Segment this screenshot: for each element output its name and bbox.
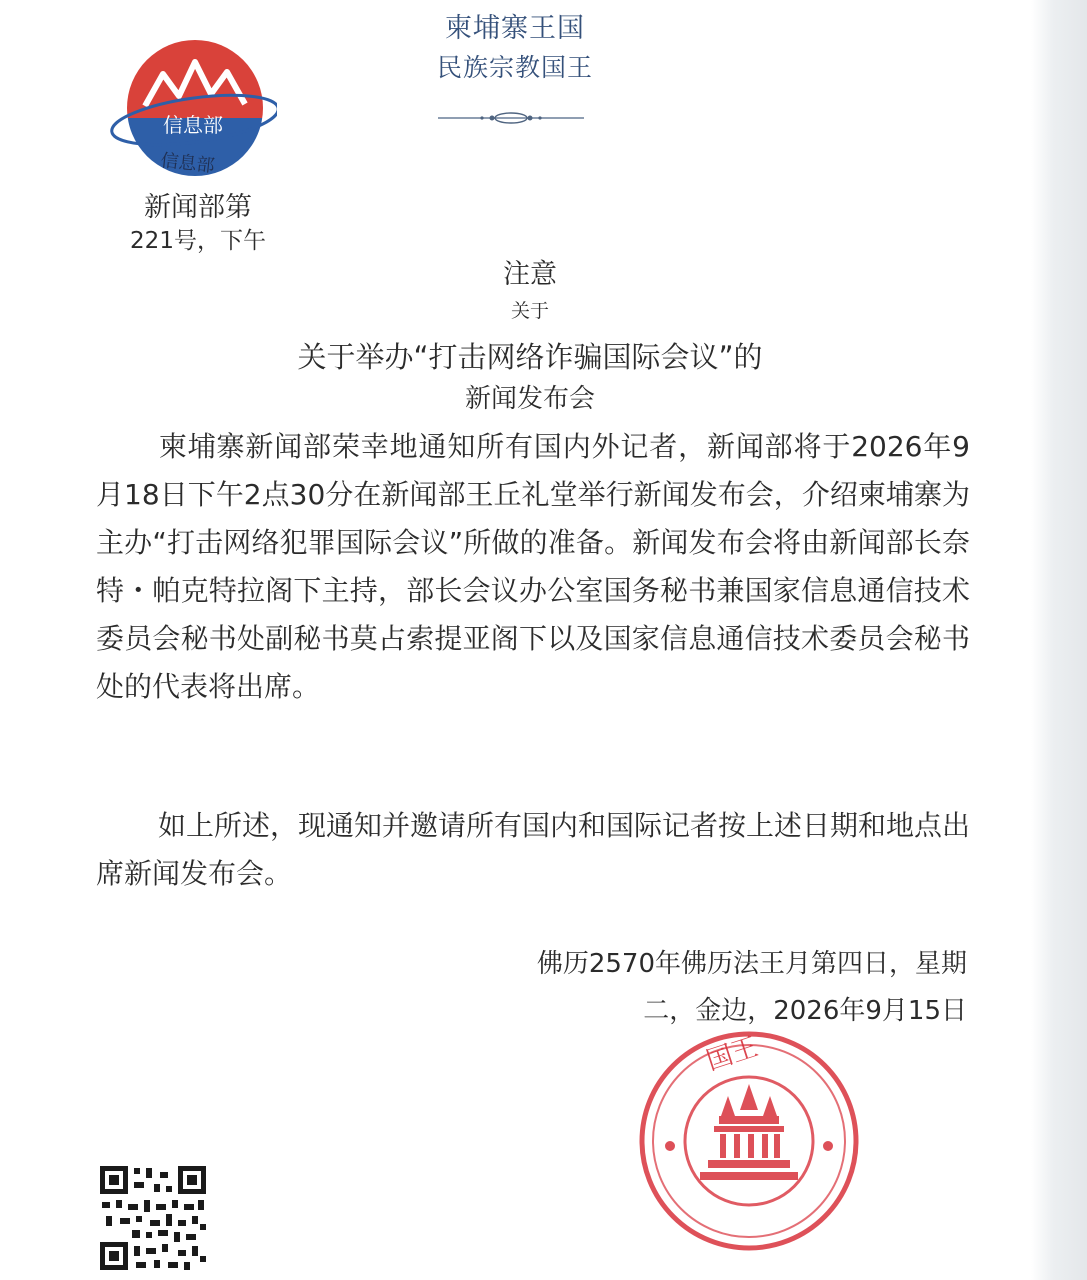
logo-label-bottom: 信息部 — [159, 150, 216, 177]
body-paragraph-1-text: 柬埔寨新闻部荣幸地通知所有国内外记者，新闻部将于2026年9月18日下午2点30分在新闻部王丘礼堂举行新闻发布会，介绍柬埔寨为主办“打击网络犯罪国际会议”所做的准备。新闻发布会将由新闻部长奈特・帕克特拉阁下主持，部长会议办公室国务秘书兼国家信息通信技术委员会秘书处副秘书莫占索提亚阁下以及国家信息通信技术委员会秘书处的代表将出席。 — [96, 430, 970, 703]
notice-title: 注意 — [503, 259, 557, 290]
motto-heading: 民族宗教国王 — [436, 53, 593, 82]
ministry-logo — [105, 38, 277, 188]
body-paragraph-2-text: 如上所述，现通知并邀请所有国内和国际记者按上述日期和地点出席新闻发布会。 — [96, 809, 971, 890]
kingdom-heading: 柬埔寨王国 — [445, 13, 585, 44]
page-edge-shadow — [1031, 0, 1087, 1280]
document-number: 221号，下午 — [130, 228, 266, 254]
ministry-name: 新闻部第 — [144, 192, 252, 223]
regarding-label: 关于 — [510, 300, 549, 322]
subject-line-2: 新闻发布会 — [464, 384, 595, 414]
subject-line-1: 关于举办“打击网络诈骗国际会议”的 — [297, 340, 763, 374]
ornament-divider-icon — [436, 108, 586, 128]
logo-label-top: 信息部 — [163, 113, 223, 137]
date-line-1: 佛历2570年佛历法王月第四日，星期 — [536, 949, 967, 979]
qr-code-icon — [98, 1164, 208, 1272]
royal-seal-stamp — [634, 1026, 864, 1256]
date-line-2: 二，金边，2026年9月15日 — [643, 996, 967, 1026]
seal-label: 国王 — [702, 1032, 762, 1077]
body-paragraph-2 — [96, 802, 970, 898]
body-paragraph-1 — [96, 423, 970, 711]
